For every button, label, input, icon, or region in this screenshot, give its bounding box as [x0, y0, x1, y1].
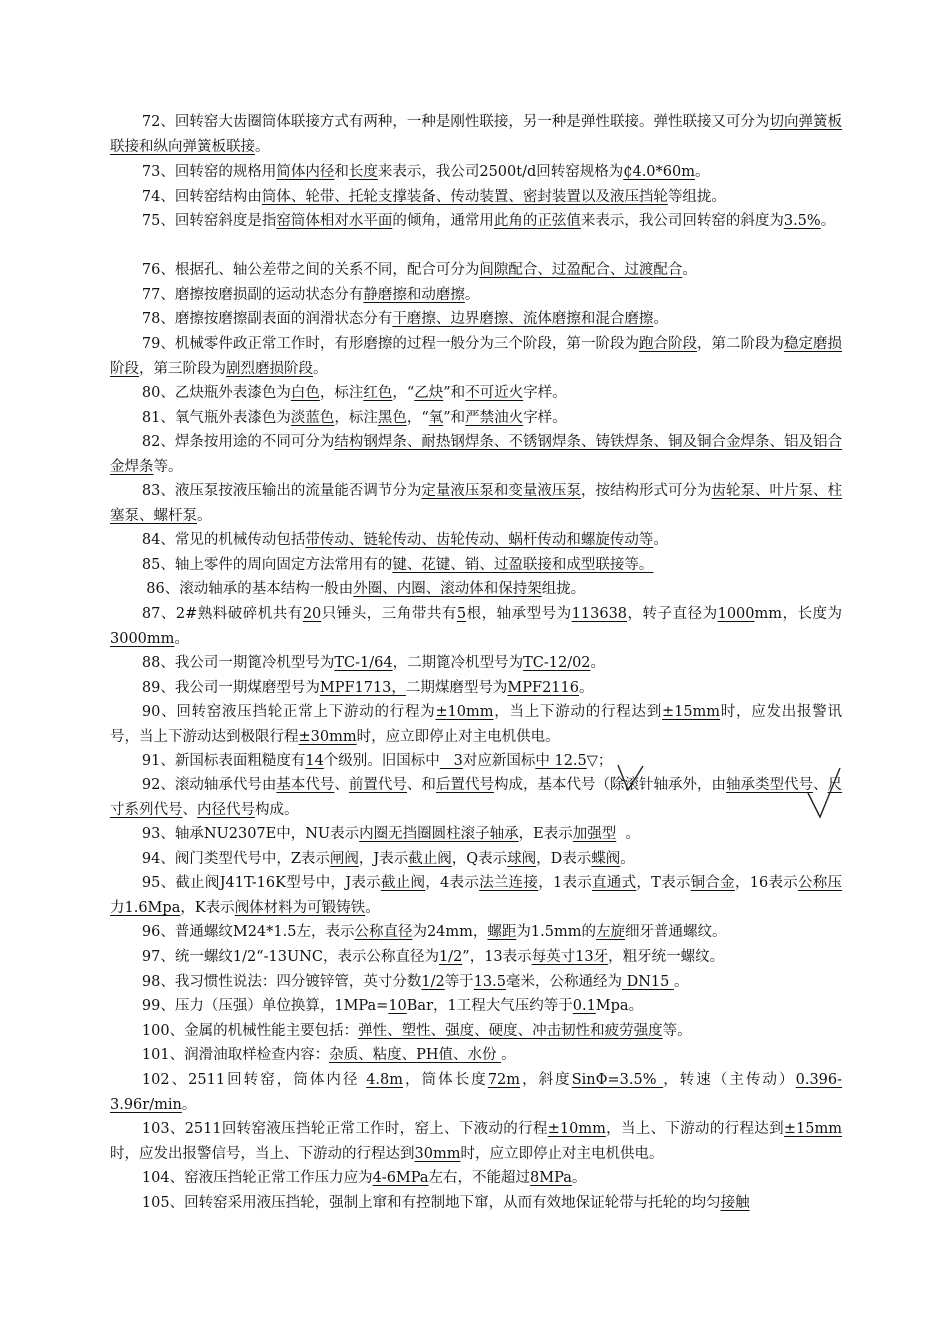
- question-text: ，Q表示: [451, 851, 508, 867]
- answer-text: 黑色: [377, 410, 407, 426]
- question-text: 90、回转窑液压挡轮正常上下游动的行程为: [141, 704, 436, 720]
- question-text: 等。: [662, 1023, 692, 1039]
- question-item: [110, 1191, 842, 1216]
- answer-text: 3.5%: [783, 213, 821, 229]
- question-text: ，4表示: [425, 875, 480, 891]
- question-item: [110, 110, 842, 159]
- question-text: ，1表示: [538, 875, 593, 891]
- question-item: [110, 945, 842, 970]
- question-text: 。: [313, 360, 328, 377]
- question-text: ，T表示: [636, 875, 691, 891]
- question-item: [110, 160, 842, 185]
- answer-text: 72m: [487, 1072, 521, 1088]
- question-text: 88、我公司一期篦冷机型号为: [141, 655, 335, 671]
- answer-text: 内径代号: [197, 801, 255, 818]
- question-text: 构成。: [255, 801, 299, 818]
- answer-text: 闸阀: [329, 851, 359, 867]
- answer-text: 长度: [348, 164, 378, 180]
- question-text: 、和: [406, 777, 436, 793]
- question-text: 细牙普通螺纹。: [624, 924, 727, 940]
- answer-text: 接触: [720, 1195, 750, 1211]
- question-text: 72、回转窑大齿圈筒体联接方式有两种，一种是刚性联接，另一种是弹性联接。弹性联接又可分为: [141, 114, 770, 130]
- question-text: ，J表示: [358, 851, 409, 867]
- question-text: 、: [182, 801, 197, 818]
- question-text: 等。: [153, 458, 183, 475]
- question-text: ，E表示: [518, 826, 573, 842]
- question-text: Bar，1工程大气压约等于: [406, 998, 573, 1014]
- question-text: 。: [181, 1096, 197, 1113]
- answer-text: 3000mm: [110, 630, 175, 647]
- question-text: 95、截止阀J41T-16K型号中，J表示: [141, 875, 381, 891]
- question-text: 。: [571, 1170, 587, 1186]
- question-text: 为24mm，: [412, 924, 488, 940]
- answer-text: 稳定磨损阶段: [110, 336, 843, 377]
- question-text: 。: [620, 851, 635, 867]
- question-item: [110, 602, 842, 651]
- question-item: [110, 332, 842, 381]
- question-text: 对应新国标: [462, 753, 536, 769]
- answer-text: 外圈、内圈、滚动体和保持架: [353, 581, 542, 597]
- answer-text: ±15mm: [783, 1121, 843, 1137]
- answer-text: 螺距: [487, 924, 517, 940]
- question-text: 的倾角，通常用: [392, 213, 494, 229]
- answer-text: 窑筒体相对水平面: [276, 213, 393, 229]
- answer-text: 5: [456, 606, 467, 622]
- question-text: ，筒体长度: [403, 1072, 488, 1088]
- answer-text: 白色: [290, 385, 320, 401]
- question-text: 字样。: [523, 410, 567, 426]
- question-text: 101、润滑油取样检查内容：: [141, 1047, 330, 1063]
- question-text: ，粗牙统一螺纹。: [608, 949, 725, 965]
- question-text: ，当上下游动的行程达到: [493, 704, 662, 720]
- question-text: 84、常见的机械传动包括: [141, 532, 306, 548]
- answer-text: 基本代号: [276, 777, 335, 793]
- answer-text: 淡蓝色: [290, 410, 335, 426]
- question-text: ”，13表示: [462, 949, 532, 965]
- answer-text: ±30mm: [298, 728, 357, 745]
- question-text: ，第三阶段为: [139, 360, 226, 377]
- question-text: 93、轴承NU2307E中，NU表示: [141, 826, 360, 842]
- answer-text: 尺寸系列代号: [110, 777, 843, 818]
- answer-text: 8MPa: [530, 1170, 572, 1186]
- answer-text: ±10mm: [435, 704, 494, 720]
- answer-text: 13.5: [473, 974, 506, 990]
- question-text: 。: [820, 213, 836, 229]
- question-item: [110, 676, 842, 701]
- answer-text: 1/2: [421, 974, 445, 990]
- question-text: ，转速（主传动）: [663, 1072, 796, 1088]
- question-item: [110, 994, 842, 1019]
- question-text: 等于: [444, 974, 474, 990]
- question-text: 。: [464, 287, 480, 303]
- question-text: ，“: [392, 385, 415, 401]
- question-text: 80、乙炔瓶外表漆色为: [141, 385, 291, 401]
- question-text: 86、滚动轴承的基本结构一般由: [146, 581, 354, 597]
- question-item: [110, 185, 842, 210]
- answer-text: 带传动、链轮传动、齿轮传动、蜗杆传动和螺旋传动等: [305, 532, 654, 548]
- answer-text: 蝶阀: [591, 851, 621, 867]
- answer-text: TC-12/02: [523, 655, 591, 671]
- question-item: [110, 553, 842, 578]
- answer-text: 跑合阶段: [638, 336, 697, 352]
- answer-text: DN15: [621, 974, 674, 990]
- question-item: [110, 406, 842, 431]
- answer-text: 间隙配合、过盈配合、过渡配合: [479, 262, 683, 278]
- answer-text: 齿轮泵、叶片泵、柱塞泵、螺杆泵: [110, 483, 843, 524]
- question-item: [110, 773, 842, 822]
- answer-text: 阀体材料为可锻铸铁: [234, 899, 366, 916]
- question-text: 左右，不能超过: [428, 1170, 531, 1186]
- question-text: 构成，基本代号（除滚针轴承外，由: [493, 777, 727, 793]
- answer-text: SinΦ=3.5%: [571, 1072, 664, 1088]
- answer-text: 轴承类型代号: [726, 777, 814, 793]
- answer-text: 1/2: [438, 949, 463, 965]
- question-item: [110, 577, 842, 602]
- answer-text: 14: [305, 753, 324, 769]
- question-text: 。: [682, 262, 697, 278]
- question-text: 。: [653, 532, 668, 548]
- answer-text: 加强型: [572, 826, 617, 842]
- question-text: Mpa。: [595, 998, 644, 1014]
- question-text: ”和: [443, 385, 466, 401]
- question-text: ，16表示: [734, 875, 798, 891]
- question-item: [110, 430, 842, 479]
- question-text: 二期煤磨型号为: [405, 680, 508, 696]
- answer-text: 杂质、粘度、PH值、水份: [329, 1047, 502, 1063]
- answer-text: 球阀: [507, 851, 537, 867]
- answer-text: 10: [388, 998, 407, 1014]
- question-text: 只锤头，三角带共有: [321, 606, 457, 622]
- question-text: 。: [255, 138, 270, 155]
- question-text: 78、磨擦按磨擦副表面的润滑状态分有: [141, 311, 393, 327]
- answer-text: 0.396-3.96r/min: [110, 1072, 843, 1113]
- question-text: mm，长度为: [754, 606, 843, 622]
- question-text: 83、液压泵按液压输出的流量能否调节分为: [141, 483, 422, 499]
- answer-text: 113638: [571, 606, 628, 622]
- question-item: [110, 1117, 842, 1166]
- answer-text: ₵4.0*60m: [623, 164, 695, 180]
- question-text: 时，应发出报警讯号，当上下游动达到极限行程: [110, 704, 842, 745]
- answer-text: 后置代号: [435, 777, 494, 793]
- answer-text: 前置代号: [348, 777, 407, 793]
- question-text: ，转子直径为: [627, 606, 718, 622]
- answer-text: 20: [302, 606, 322, 622]
- question-text: ，D表示: [536, 851, 592, 867]
- question-text: 。: [197, 507, 212, 524]
- question-item: [110, 847, 842, 872]
- question-text: ，“: [406, 410, 429, 426]
- answer-text: 法兰连接: [479, 875, 539, 891]
- answer-text: ±15mm: [661, 704, 721, 720]
- question-text: 100、金属的机械性能主要包括：: [141, 1023, 359, 1039]
- question-text: 。: [501, 1047, 516, 1063]
- answer-text: 每英寸13牙: [531, 949, 609, 965]
- question-item: [110, 479, 842, 528]
- question-text: 。: [579, 680, 594, 696]
- question-text: 73、回转窑的规格用: [141, 164, 277, 180]
- question-text: 个级别。旧国标中: [323, 753, 440, 769]
- question-text: ，第二阶段为: [696, 336, 784, 352]
- question-text: 组拢。: [541, 581, 586, 597]
- question-text: 102、2511回转窑，筒体内径: [141, 1072, 367, 1088]
- question-text: 97、统一螺纹1/2“-13UNC，表示公称直径为: [141, 949, 439, 965]
- answer-text: 定量液压泵和变量液压泵: [421, 483, 581, 499]
- question-text: 103、2511回转窑液压挡轮正常工作时，窑上、下液动的行程: [141, 1121, 548, 1137]
- question-text: 和: [334, 164, 349, 180]
- question-item: [110, 209, 842, 234]
- answer-text: 0.1: [572, 998, 596, 1014]
- answer-text: 公称压力1.6Mpa: [110, 875, 843, 916]
- question-text: 92、滚动轴承代号由: [141, 777, 277, 793]
- question-text: 74、回转窑结构由: [141, 189, 262, 205]
- question-text: 。: [673, 974, 689, 990]
- question-text: ，K表示: [180, 899, 235, 916]
- question-text: 75、回转窑斜度是指: [141, 213, 277, 229]
- question-text: ，按结构形式可分为: [580, 483, 712, 499]
- question-text: 毫米，公称通经为: [505, 974, 622, 990]
- answer-text: 干磨擦、边界磨擦、流体磨擦和混合磨擦: [392, 311, 654, 327]
- question-text: 94、阀门类型代号中，Z表示: [141, 851, 330, 867]
- question-text: 时，应发出报警信号，当上、下游动的行程达到: [110, 1145, 415, 1162]
- answer-text: 内圈无挡圈圆柱滚子轴承: [359, 826, 519, 842]
- question-text: 字样。: [523, 385, 567, 401]
- question-text: ，二期篦冷机型号为: [392, 655, 524, 671]
- question-item: [110, 307, 842, 332]
- answer-text: 键、花键、销、过盈联接和成型联接等。: [392, 557, 654, 573]
- question-text: 76、根据孔、轴公差带之间的关系不同，配合可分为: [141, 262, 480, 278]
- answer-text: MPF1713，: [319, 680, 406, 696]
- question-text: 、: [813, 777, 828, 793]
- question-item: [110, 651, 842, 676]
- question-item: [110, 283, 842, 308]
- question-text: 等组拢。: [667, 189, 726, 205]
- question-item: [110, 258, 842, 283]
- answer-text: 1000: [717, 606, 755, 622]
- question-text: 96、普通螺纹M24*1.5左，表示: [141, 924, 355, 940]
- answer-text: 严禁油火: [465, 410, 524, 426]
- question-text: 104、窑液压挡轮正常工作压力应为: [141, 1170, 373, 1186]
- answer-text: 左旋: [595, 924, 625, 940]
- question-text: 99、压力（压强）单位换算，1MPa=: [141, 998, 389, 1014]
- question-item: [110, 1166, 842, 1191]
- answer-text: 中 12.5: [535, 753, 587, 769]
- answer-text: 直通式: [592, 875, 637, 891]
- answer-text: ±10mm: [547, 1121, 606, 1137]
- question-text: 81、氧气瓶外表漆色为: [141, 410, 291, 426]
- question-item: [110, 749, 842, 774]
- question-text: 。: [590, 655, 606, 671]
- answer-text: 弹性、塑性、强度、硬度、冲击韧性和疲劳强度: [358, 1023, 663, 1039]
- answer-text: 乙炔: [414, 385, 444, 401]
- question-text: ▽；: [586, 753, 613, 769]
- question-text: 。: [174, 630, 189, 647]
- question-text: 105、回转窑采用液压挡轮，强制上窜和有控制地下窜，从而有效地保证轮带与托轮的均匀: [141, 1195, 721, 1211]
- question-text: 85、轴上零件的周向固定方法常用有的: [141, 557, 393, 573]
- answer-text: 4.8m: [366, 1072, 403, 1088]
- answer-text: 切向弹簧板联接和纵向弹簧板联接: [110, 114, 842, 155]
- question-text: 为1.5mm的: [516, 924, 596, 940]
- answer-text: 简体内径: [276, 164, 335, 180]
- question-item: [110, 920, 842, 945]
- question-text: 时，应立即停止对主电机供电。: [460, 1145, 664, 1162]
- answer-text: MPF2116: [507, 680, 579, 696]
- question-text: 。: [653, 311, 668, 327]
- question-item: [110, 970, 842, 995]
- question-item: [110, 871, 842, 920]
- question-item: [110, 822, 842, 847]
- question-text: ，当上、下游动的行程达到: [605, 1121, 784, 1137]
- answer-text: 此角的正弦值: [493, 213, 581, 229]
- answer-text: 30mm: [414, 1145, 461, 1162]
- question-text: 。: [616, 826, 640, 842]
- answer-text: 红色: [363, 385, 393, 401]
- question-text: 89、我公司一期煤磨型号为: [141, 680, 320, 696]
- question-text: 79、机械零件政正常工作时，有形磨擦的过程一般分为三个阶段，第一阶段为: [141, 336, 639, 352]
- answer-text: 不可近火: [465, 385, 524, 401]
- question-text: 77、磨擦按磨损副的运动状态分有: [141, 287, 364, 303]
- question-text: ，标注: [334, 410, 378, 426]
- answer-text: 公称直径: [354, 924, 413, 940]
- question-text: 98、我习惯性说法：四分镀锌管，英寸分数: [141, 974, 422, 990]
- answer-text: 截止阀: [408, 851, 452, 867]
- answer-text: TC-1/64: [334, 655, 393, 671]
- question-item: [110, 700, 842, 749]
- question-text: ”和: [443, 410, 466, 426]
- answer-text: 结构钢焊条、耐热钢焊条、不锈钢焊条、铸铁焊条、铜及铜合金焊条、铝及铝合金焊条: [110, 434, 843, 475]
- question-text: 82、焊条按用途的不同可分为: [141, 434, 335, 450]
- question-text: 来表示，我公司回转窑的斜度为: [580, 213, 784, 229]
- answer-text: 剧烈磨损阶段: [226, 360, 313, 377]
- question-text: ，斜度: [520, 1072, 572, 1088]
- answer-text: 氧: [428, 410, 444, 426]
- question-text: 87、2#熟料破碎机共有: [141, 606, 303, 622]
- question-text: 时，应立即停止对主电机供电。: [356, 728, 560, 745]
- question-item: [110, 1043, 842, 1068]
- answer-text: 铜合金: [690, 875, 735, 891]
- answer-text: 截止阀: [380, 875, 426, 891]
- question-text: 。: [695, 164, 710, 180]
- answer-text: 3: [439, 753, 463, 769]
- answer-text: 4-6MPa: [372, 1170, 429, 1186]
- question-item: [110, 528, 842, 553]
- question-text: 91、新国标表面粗糙度有: [141, 753, 306, 769]
- answer-text: 筒体、轮带、托轮支撑装备、传动装置、密封装置以及液压挡轮: [261, 189, 668, 205]
- question-text: 来表示，我公司2500t/d回转窑规格为: [377, 164, 624, 180]
- question-item: [110, 1068, 842, 1117]
- question-item: [110, 1019, 842, 1044]
- question-text: 。: [365, 899, 380, 916]
- question-text: 、: [334, 777, 349, 793]
- question-item: [110, 381, 842, 406]
- answer-text: 静磨擦和动磨擦: [363, 287, 465, 303]
- question-text: 根，轴承型号为: [466, 606, 572, 622]
- question-text: ，标注: [319, 385, 364, 401]
